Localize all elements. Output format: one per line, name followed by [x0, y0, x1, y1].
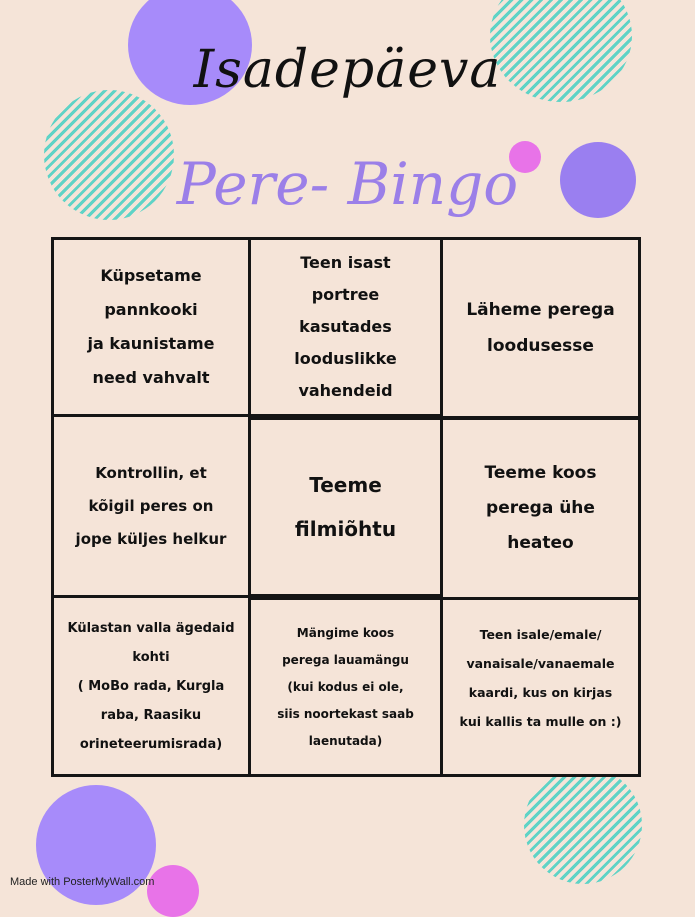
bingo-cell: Mängime koos perega lauamängu (kui kodus ei ole, siis noortekast saab laenutada) [248, 597, 443, 777]
bingo-cell-center: Teeme filmiõhtu [248, 417, 443, 597]
poster-title: Isadepäeva [193, 40, 502, 100]
bingo-cell: Kontrollin, et kõigil peres on jope küljes helkur [51, 414, 251, 598]
striped-circle-bottom-right [524, 766, 642, 884]
bingo-cell: Läheme perega loodusesse [440, 237, 641, 419]
pink-circle-bottom [147, 865, 199, 917]
bingo-cell: Küpsetame pannkooki ja kaunistame need vahvalt [51, 237, 251, 417]
bingo-cell: Teeme koos perega ühe heateo [440, 417, 641, 600]
bingo-grid [51, 237, 641, 777]
footer-watermark: Made with PosterMyWall.com [10, 876, 155, 888]
bingo-cell: Külastan valla ägedaid kohti ( MoBo rada, Kurgla raba, Raasiku orineteerumisrada) [51, 595, 251, 777]
poster-subtitle: Pere- Bingo [176, 150, 519, 218]
bingo-cell: Teen isale/emale/ vanaisale/vanaemale kaardi, kus on kirjas kui kallis ta mulle on :) [440, 597, 641, 777]
bingo-cell: Teen isast portree kasutades looduslikke vahendeid [248, 237, 443, 417]
